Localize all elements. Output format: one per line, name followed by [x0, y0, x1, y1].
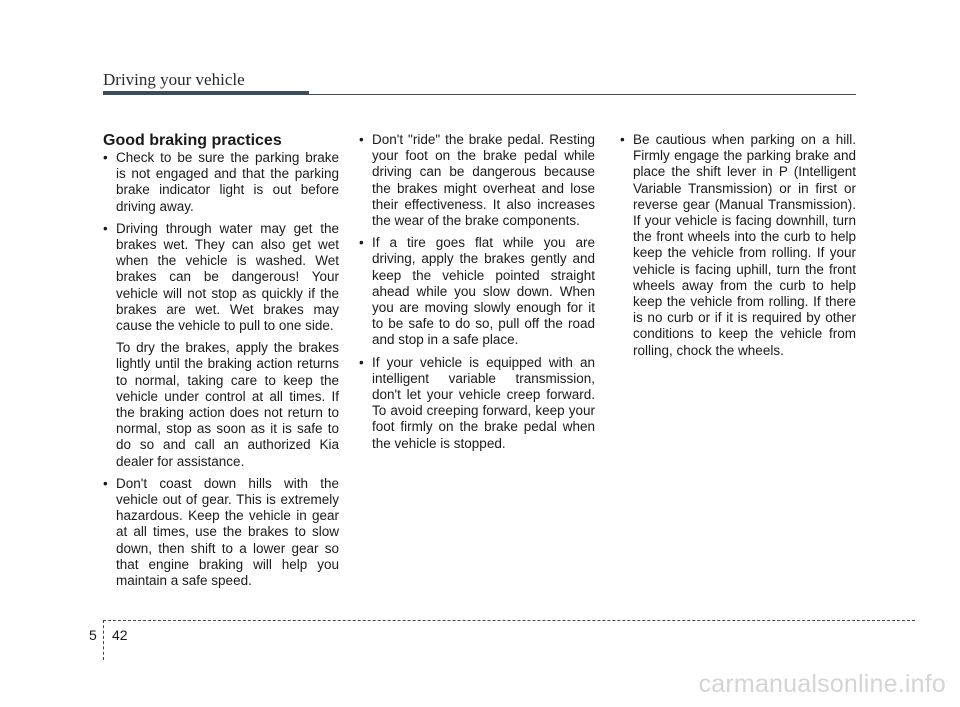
bullet-wet-brakes: • Driving through water may get the brakes wet. They can also get wet when the vehicle is washed. Wet brakes can be dangerous! Your vehicle will not stop as quickly if the brakes are wet. Wet brakes may cause the vehicle to pull to one side.: [103, 221, 339, 334]
watermark: carmanualsonline.info: [698, 670, 946, 698]
bullet-coast-downhill: • Don't coast down hills with the vehicle out of gear. This is extremely hazardous. Keep the vehicle in gear at all times, use the brakes to slow down, then shift to a lower gear so that engine braking will help you maintain a safe speed.: [103, 476, 339, 589]
bullet-parking-brake-check: • Check to be sure the parking brake is not engaged and that the parking brake indicator light is out before driving away.: [103, 150, 339, 215]
chapter-number: 5: [89, 627, 97, 643]
footer-divider: [103, 620, 104, 660]
paragraph-dry-brakes: To dry the brakes, apply the brakes lightly until the braking action returns to normal, taking care to keep the vehicle under control at all times. If the braking action does not return to normal, stop as soon as it is safe to do so and call an authorized Kia dealer for assistance.: [116, 340, 339, 469]
column-1: [103, 132, 339, 595]
footer-rule: [103, 620, 915, 621]
running-header-title: Driving your vehicle: [103, 70, 245, 89]
column-3: [620, 132, 856, 365]
bullet-flat-tire: • If a tire goes flat while you are driving, apply the brakes gently and keep the vehicle pointed straight ahead while you slow down. When you are moving slowly enough for it to be safe to do so, pull off the road and stop in a safe place.: [359, 235, 595, 348]
page-number: 42: [112, 627, 128, 643]
bullet-ride-brake-pedal: • Don't "ride" the brake pedal. Resting your foot on the brake pedal while driving can be dangerous because the brakes might overheat and lose their effectiveness. It also increases the wear of the brake components.: [359, 132, 595, 229]
bullet-parking-on-hill: • Be cautious when parking on a hill. Firmly engage the parking brake and place the shift lever in P (Intelligent Variable Transmission) or in first or reverse gear (Manual Transmission). If your vehicle is facing downhill, turn the front wheels into the curb to help keep the vehicle from rolling. If your vehicle is facing uphill, turn the front wheels away from the curb to help keep the vehicle from rolling. If there is no curb or if it is required by other conditions to keep the vehicle from rolling, chock the wheels.: [620, 132, 856, 359]
header-rule: [103, 94, 856, 95]
section-title: Good braking practices: [103, 132, 282, 149]
bullet-creep-forward: • If your vehicle is equipped with an intelligent variable transmission, don't let your vehicle creep forward. To avoid creeping forward, keep your foot firmly on the brake pedal when the vehicle is stopped.: [359, 355, 595, 452]
column-2: [359, 132, 595, 458]
